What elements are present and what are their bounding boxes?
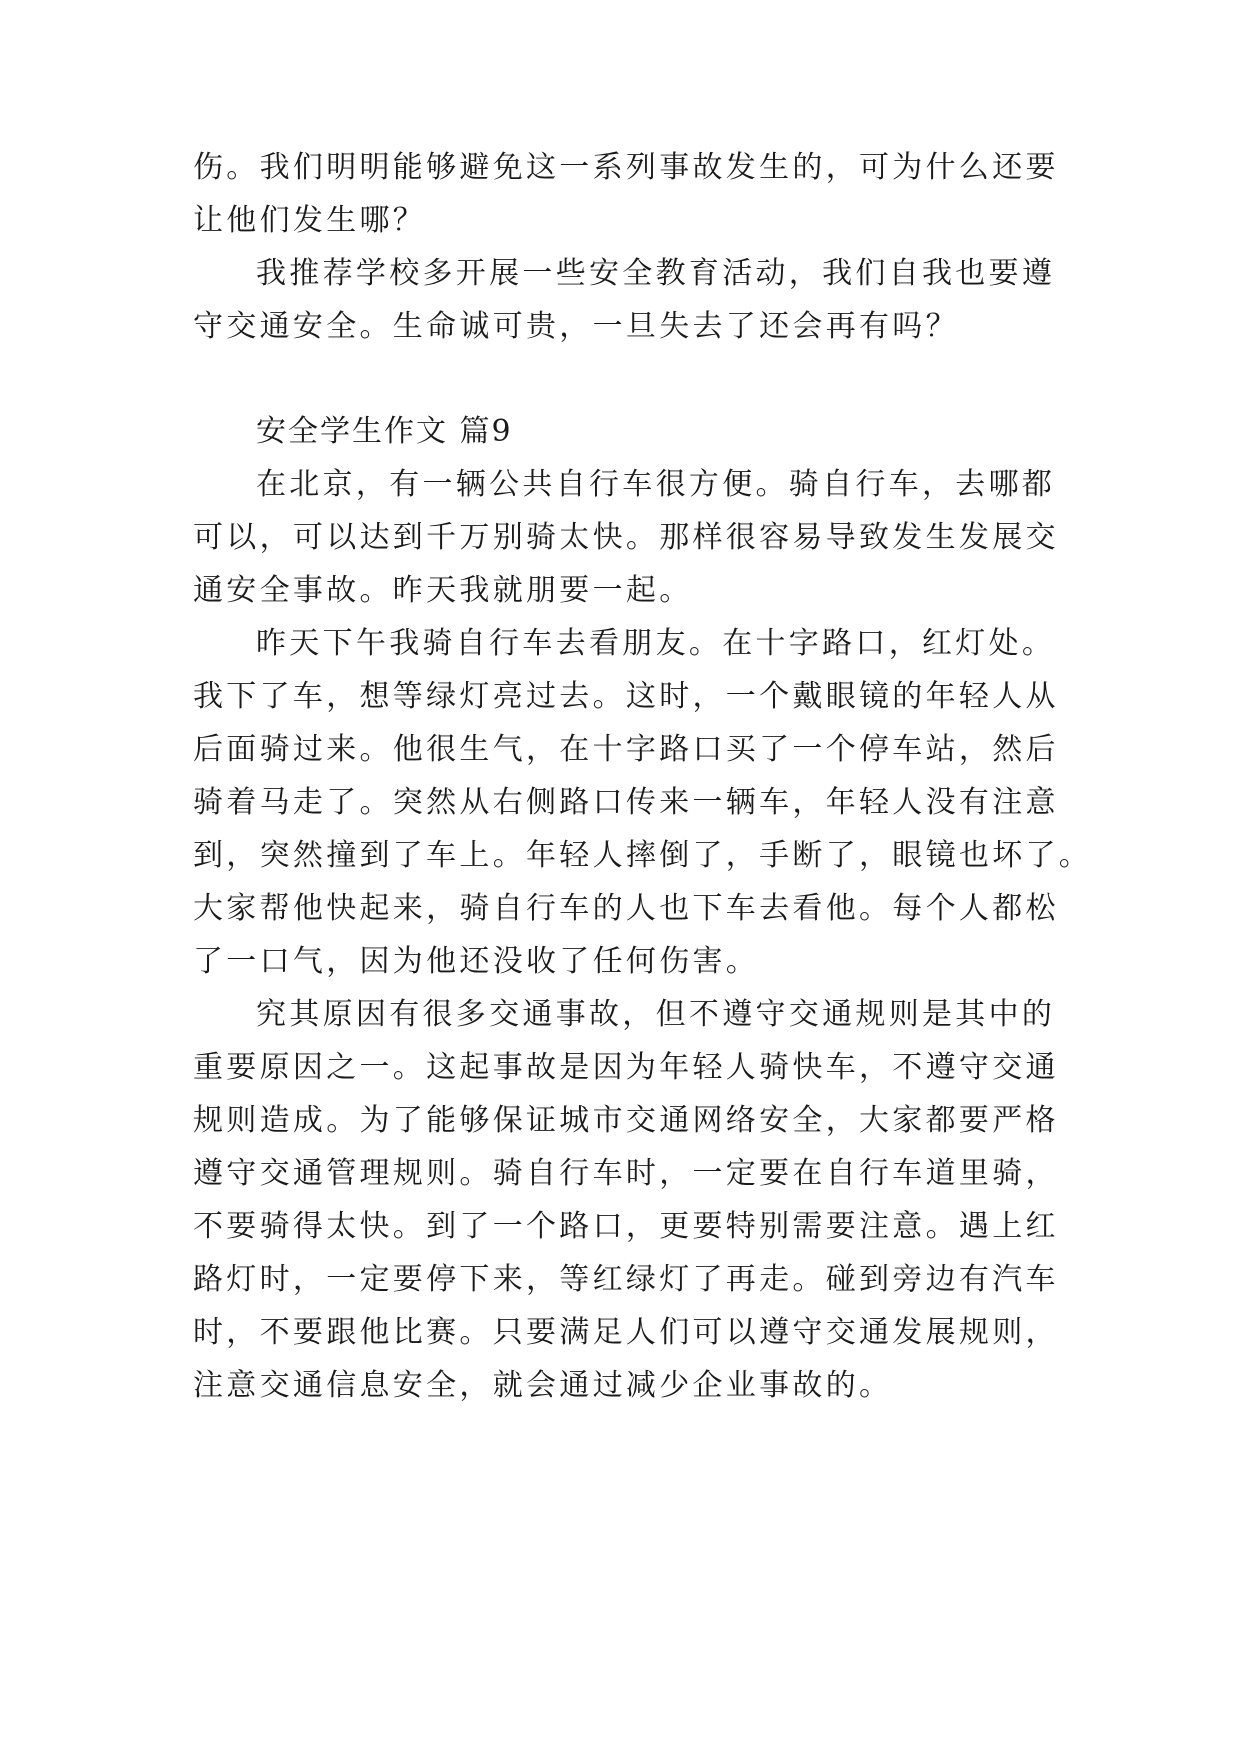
section-title: 安全学生作文 篇9	[256, 414, 513, 449]
paragraph-line: 了一口气，因为他还没收了任何伤害。	[193, 944, 760, 979]
paragraph-line: 时，不要跟他比赛。只要满足人们可以遵守交通发展规则，	[193, 1315, 1059, 1350]
paragraph-line: 重要原因之一。这起事故是因为年轻人骑快车，不遵守交通	[193, 1050, 1059, 1085]
paragraph-line: 昨天下午我骑自行车去看朋友。在十字路口，红灯处。	[256, 626, 1056, 661]
paragraph-line: 让他们发生哪？	[193, 203, 427, 238]
paragraph-line: 到，突然撞到了车上。年轻人摔倒了，手断了，眼镜也坏了。	[193, 838, 1093, 873]
paragraph-line: 我推荐学校多开展一些安全教育活动，我们自我也要遵	[256, 256, 1056, 291]
paragraph-line: 究其原因有很多交通事故，但不遵守交通规则是其中的	[256, 997, 1056, 1032]
paragraph-line: 遵守交通管理规则。骑自行车时，一定要在自行车道里骑，	[193, 1156, 1059, 1191]
paragraph-line: 我下了车，想等绿灯亮过去。这时，一个戴眼镜的年轻人从	[193, 679, 1059, 714]
paragraph-line: 后面骑过来。他很生气，在十字路口买了一个停车站，然后	[193, 732, 1059, 767]
paragraph-line: 大家帮他快起来，骑自行车的人也下车去看他。每个人都松	[193, 891, 1059, 926]
paragraph-line: 注意交通信息安全，就会通过减少企业事故的。	[193, 1368, 893, 1403]
paragraph-line: 不要骑得太快。到了一个路口，更要特别需要注意。遇上红	[193, 1209, 1059, 1244]
paragraph-line: 伤。我们明明能够避免这一系列事故发生的，可为什么还要	[193, 150, 1059, 185]
paragraph-line: 守交通安全。生命诚可贵，一旦失去了还会再有吗？	[193, 309, 959, 344]
paragraph-line: 规则造成。为了能够保证城市交通网络安全，大家都要严格	[193, 1103, 1059, 1138]
paragraph-line: 路灯时，一定要停下来，等红绿灯了再走。碰到旁边有汽车	[193, 1262, 1059, 1297]
paragraph-line: 可以，可以达到千万别骑太快。那样很容易导致发生发展交	[193, 520, 1059, 555]
paragraph-line: 在北京，有一辆公共自行车很方便。骑自行车，去哪都	[256, 467, 1056, 502]
paragraph-line: 骑着马走了。突然从右侧路口传来一辆车，年轻人没有注意	[193, 785, 1059, 820]
paragraph-line: 通安全事故。昨天我就朋要一起。	[193, 573, 693, 608]
